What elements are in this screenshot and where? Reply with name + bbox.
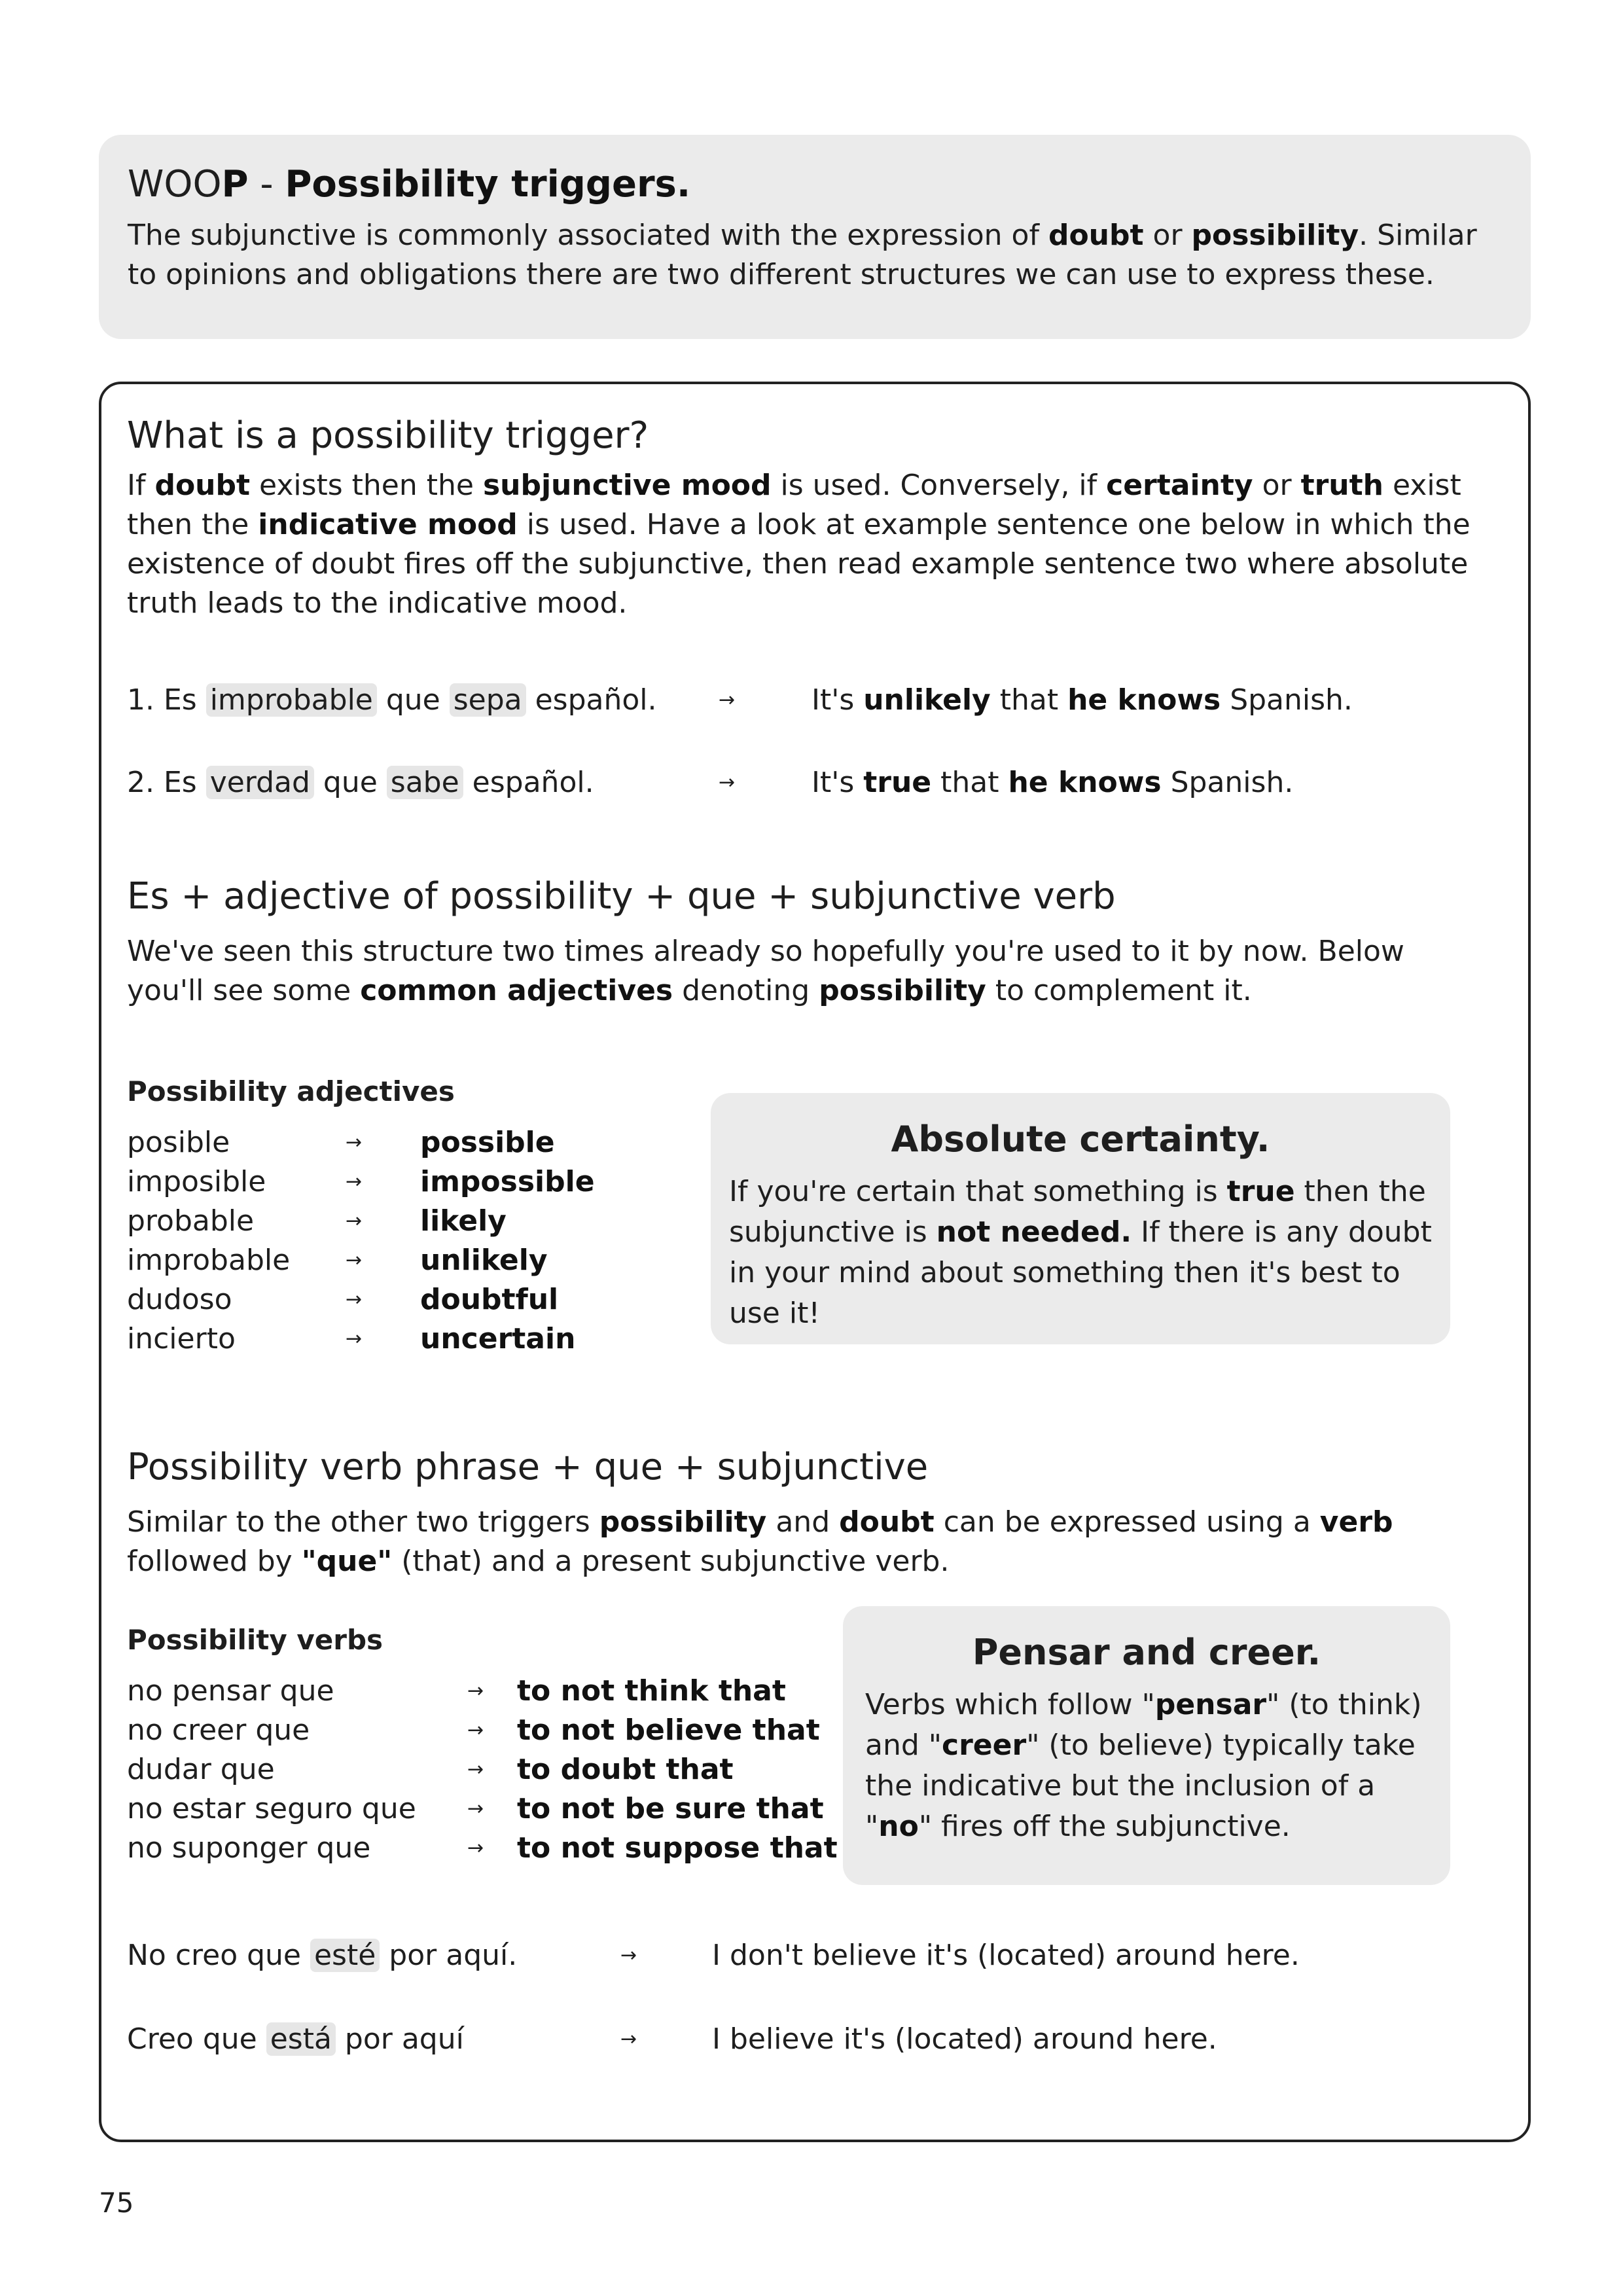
arrow-icon: → — [467, 1758, 484, 1781]
emphasis: doubt — [154, 469, 251, 502]
list-item — [127, 1672, 821, 1711]
example-es — [127, 1936, 517, 1975]
text-run: or — [1253, 469, 1301, 502]
adjective-es: dudoso — [127, 1283, 232, 1316]
example-es — [127, 763, 594, 802]
callout-body — [865, 1685, 1428, 1847]
text-run: can be expressed using a — [934, 1505, 1320, 1539]
highlighted-word: improbable — [206, 683, 377, 717]
intro-box — [99, 135, 1531, 339]
arrow-icon: → — [346, 1288, 363, 1311]
intro-title-bold: Possibility triggers. — [285, 163, 691, 206]
arrow-icon: → — [346, 1249, 363, 1272]
text-run: (that) and a present subjunctive verb. — [392, 1545, 950, 1578]
section-title-verb-phrase: Possibility verb phrase + que + subjunctive — [127, 1446, 929, 1488]
adjective-en: likely — [420, 1204, 507, 1238]
verb-es: no estar seguro que — [127, 1792, 416, 1825]
intro-title-p: P — [221, 163, 249, 206]
emphasis: not needed. — [936, 1215, 1132, 1249]
text-run: If there is any doubt in your mind about something then it's best to use it! — [729, 1215, 1432, 1330]
intro-title-sep: - — [248, 163, 285, 206]
text-run: I believe it's (located) around here. — [712, 2022, 1217, 2056]
verbs-list-title: Possibility verbs — [127, 1624, 383, 1656]
list-item — [127, 1280, 716, 1319]
arrow-icon: → — [346, 1170, 363, 1193]
text-run: then the subjunctive is — [729, 1175, 1426, 1249]
text-run: " (to believe) typically take the indicative but the inclusion of a " — [865, 1729, 1416, 1843]
text-run: If — [127, 469, 155, 502]
section-body-adjective — [127, 932, 1488, 1011]
emphasis: possibility — [599, 1505, 767, 1539]
adjective-es: probable — [127, 1204, 255, 1238]
text-run: It's — [812, 683, 864, 717]
text-run: Verbs which follow " — [865, 1688, 1155, 1721]
text-run: Similar to the other two triggers — [127, 1505, 599, 1539]
list-item — [127, 1829, 838, 1868]
list-item — [127, 1241, 716, 1280]
section-title-what-is: What is a possibility trigger? — [127, 414, 649, 457]
callout-title: Absolute certainty. — [891, 1119, 1270, 1160]
arrow-icon: → — [467, 1837, 484, 1859]
list-item — [127, 1123, 716, 1162]
arrow-icon: → — [467, 1679, 484, 1702]
text-run: Creo que — [127, 2022, 266, 2056]
intro-body — [128, 216, 1502, 295]
text-run: español. — [463, 766, 594, 799]
verb-en: to doubt that — [517, 1753, 734, 1786]
section-title-adjective: Es + adjective of possibility + que + subjunctive verb — [127, 875, 1116, 918]
emphasis: he knows — [1008, 766, 1162, 799]
emphasis: truth — [1300, 469, 1383, 502]
text-run: or — [1143, 219, 1192, 252]
arrow-icon: → — [346, 1131, 363, 1154]
text-run: that — [990, 683, 1068, 717]
arrow-icon: → — [346, 1327, 363, 1350]
emphasis: verb — [1319, 1505, 1393, 1539]
emphasis: he knows — [1067, 683, 1221, 717]
text-run: is used. Conversely, if — [771, 469, 1107, 502]
verb-en: to not suppose that — [517, 1831, 838, 1865]
emphasis: subjunctive mood — [482, 469, 772, 502]
emphasis: doubt — [1048, 219, 1144, 252]
adjectives-list — [127, 1123, 716, 1359]
adjective-es: improbable — [127, 1244, 291, 1277]
arrow-icon: → — [620, 1944, 637, 1967]
verb-en: to not believe that — [517, 1713, 820, 1747]
text-run: Spanish. — [1221, 683, 1353, 717]
highlighted-word: está — [266, 2022, 336, 2056]
highlighted-word: sabe — [387, 766, 463, 799]
text-run: por aquí. — [380, 1939, 518, 1972]
emphasis: pensar — [1154, 1688, 1267, 1721]
text-run: No creo que — [127, 1939, 310, 1972]
section-body-what-is — [127, 466, 1488, 623]
example-en — [712, 2020, 1217, 2059]
list-item — [127, 1202, 716, 1241]
text-run: to complement it. — [986, 974, 1252, 1007]
section-body-verb-phrase — [127, 1503, 1488, 1581]
emphasis: true — [863, 766, 932, 799]
adjective-es: imposible — [127, 1165, 266, 1198]
emphasis: doubt — [839, 1505, 935, 1539]
callout-body — [729, 1172, 1432, 1334]
list-item — [127, 1789, 824, 1829]
text-run: and — [766, 1505, 840, 1539]
verb-en: to not be sure that — [517, 1792, 824, 1825]
arrow-icon: → — [620, 2028, 637, 2051]
text-run: 1. Es — [127, 683, 206, 717]
adjective-es: incierto — [127, 1322, 236, 1355]
arrow-icon: → — [719, 771, 736, 794]
text-run: exists then the — [250, 469, 483, 502]
text-run: español. — [526, 683, 657, 717]
verb-es: no pensar que — [127, 1674, 334, 1708]
emphasis: unlikely — [863, 683, 991, 717]
example-en — [712, 1936, 1300, 1975]
emphasis: indicative mood — [258, 508, 518, 541]
emphasis: "que" — [301, 1545, 393, 1578]
text-run: Spanish. — [1161, 766, 1294, 799]
text-run: It's — [812, 766, 864, 799]
arrow-icon: → — [346, 1210, 363, 1232]
text-run: que — [376, 683, 450, 717]
example-en — [812, 681, 1353, 720]
text-run: denoting — [673, 974, 819, 1007]
verb-es: no suponger que — [127, 1831, 371, 1865]
adjective-en: impossible — [420, 1165, 595, 1198]
adjectives-list-title: Possibility adjectives — [127, 1075, 455, 1107]
emphasis: possibility — [1191, 219, 1359, 252]
adjective-en: uncertain — [420, 1322, 576, 1355]
highlighted-word: verdad — [206, 766, 314, 799]
emphasis: certainty — [1106, 469, 1253, 502]
example-es — [127, 2020, 464, 2059]
callout-pensar-creer — [843, 1606, 1450, 1885]
adjective-es: posible — [127, 1126, 230, 1159]
emphasis: possibility — [819, 974, 986, 1007]
text-run: followed by — [127, 1545, 302, 1578]
verbs-list — [127, 1672, 838, 1868]
adjective-en: unlikely — [420, 1244, 548, 1277]
list-item — [127, 1319, 716, 1359]
highlighted-word: esté — [310, 1939, 380, 1972]
arrow-icon: → — [719, 689, 736, 711]
list-item — [127, 1711, 821, 1750]
emphasis: true — [1226, 1175, 1295, 1208]
verb-en: to not think that — [517, 1674, 786, 1708]
highlighted-word: sepa — [450, 683, 526, 717]
text-run: that — [931, 766, 1008, 799]
callout-absolute-certainty — [711, 1093, 1450, 1344]
example-es — [127, 681, 657, 720]
list-item — [127, 1162, 716, 1202]
verb-es: dudar que — [127, 1753, 275, 1786]
emphasis: no — [878, 1810, 919, 1843]
emphasis: creer — [942, 1729, 1027, 1762]
page-number: 75 — [99, 2187, 134, 2219]
arrow-icon: → — [467, 1719, 484, 1742]
text-run: I don't believe it's (located) around here. — [712, 1939, 1300, 1972]
text-run: The subjunctive is commonly associated with the expression of — [128, 219, 1048, 252]
adjective-en: doubtful — [420, 1283, 559, 1316]
text-run: que — [313, 766, 387, 799]
text-run: 2. Es — [127, 766, 206, 799]
verb-es: no creer que — [127, 1713, 310, 1747]
text-run: " (to think) and " — [865, 1688, 1422, 1762]
callout-title: Pensar and creer. — [972, 1632, 1321, 1673]
text-run: If you're certain that something is — [729, 1175, 1227, 1208]
text-run: exist then the — [127, 469, 1461, 541]
adjective-en: possible — [420, 1126, 555, 1159]
emphasis: common adjectives — [360, 974, 673, 1007]
text-run: . Similar to opinions and obligations there are two different structures we can use to express these. — [128, 219, 1477, 291]
text-run: is used. Have a look at example sentence one below in which the existence of doubt fires off the subjunctive, then read example sentence two where absolute truth leads to the indicative mood. — [127, 508, 1471, 620]
list-item — [127, 1750, 821, 1789]
intro-title — [128, 161, 1502, 208]
example-en — [812, 763, 1293, 802]
text-run: por aquí — [335, 2022, 464, 2056]
text-run: We've seen this structure two times already so hopefully you're used to it by now. Below you'll see some — [127, 935, 1404, 1007]
text-run: " fires off the subjunctive. — [918, 1810, 1291, 1843]
arrow-icon: → — [467, 1797, 484, 1820]
intro-title-woo: WOO — [128, 163, 222, 206]
